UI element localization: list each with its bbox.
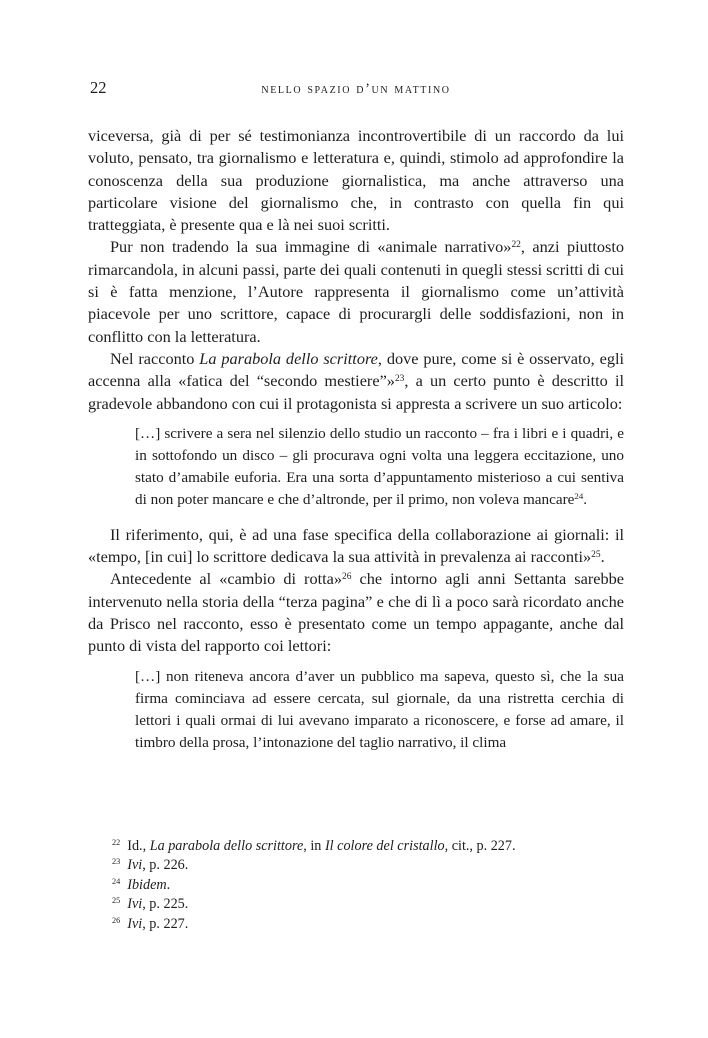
footnote-ref-superscript: 23: [394, 374, 405, 385]
italic-text: Ivi: [127, 857, 143, 873]
footnotes-section: [88, 837, 624, 935]
footnote-number: 24: [112, 876, 121, 886]
text-run: , dove pure, come si è osservato, egli accenna alla «fatica del “secondo mestiere”»: [88, 348, 625, 391]
footnote-ref-superscript: 24: [574, 491, 584, 502]
footnote-ref-superscript: 22: [511, 240, 521, 251]
footnote: [88, 876, 624, 896]
paragraph: [88, 125, 624, 236]
text-run: […] scrivere a sera nel silenzio dello studio un racconto – fra i libri e i quadri, e in sottofondo un disco – gli procurava ogni volta una leggera eccitazione, uno stato d’amabile euforia. Era una sorta d’appuntamento misterioso a cui sentiva di non poter mancare e che d’altronde, per il primo, non voleva mancare: [135, 424, 624, 508]
blockquote: [135, 666, 624, 754]
paragraph: [88, 236, 624, 347]
text-run: .: [583, 490, 588, 508]
italic-text: Ivi: [127, 915, 143, 932]
footnote-number: 22: [112, 837, 121, 847]
page-header: [88, 78, 624, 98]
footnote-number: 26: [112, 915, 121, 925]
text-run: .: [166, 876, 171, 893]
italic-text: La parabola dello scrittore: [149, 837, 304, 854]
italic-text: La parabola dello scrittore: [199, 348, 378, 368]
text-run: , anzi piuttosto rimarcandola, in alcuni passi, parte dei quali contenuti in quegli stessi scritti di cui si è fatta menzione, l’Autore rappresenta il giornalismo come un’attività piacevole per uno scrittore, capace di procurargli delle soddisfazioni, non in conflitto con la letteratura.: [88, 237, 624, 346]
italic-text: Ibidem: [127, 876, 167, 893]
text-run: , p. 226.: [142, 857, 189, 873]
page-number: 22: [90, 78, 107, 97]
footnote-number: 25: [112, 896, 121, 906]
paragraph: [88, 568, 624, 657]
text-run: […] non riteneva ancora d’aver un pubblico ma sapeva, questo sì, che la sua firma cominciava ad essere cercata, sul giornale, da una ristretta cerchia di lettori i quali ormai di lui avevano imparato a riconoscere, e forse ad amare, il timbro della prosa, l’intonazione del taglio narrativo, il clima: [135, 667, 624, 751]
footnote-text: [127, 916, 188, 932]
text-run: Antecedente al «cambio di rotta»: [110, 569, 343, 589]
footnote: [88, 915, 624, 935]
footnote-text: [127, 877, 170, 893]
footnote-text: [127, 857, 188, 873]
italic-text: Ivi: [127, 896, 143, 912]
text-run: , cit., p. 227.: [444, 837, 516, 854]
text-run: , p. 227.: [142, 915, 189, 932]
text-run: , a un certo punto è descritto il gradevole abbandono con cui il protagonista si appresta a scrivere un suo articolo:: [88, 371, 624, 413]
running-title: nello spazio d’un mattino: [261, 81, 451, 97]
text-run: , in: [303, 837, 325, 854]
footnote-ref-superscript: 25: [591, 549, 601, 560]
footnote: [88, 837, 624, 857]
text-run: che intorno agli anni Settanta sarebbe intervenuto nella storia della “terza pagina” e che di lì a poco sarà ricordato anche da Prisco nel racconto, esso è presentato come un tempo appagante, anche dal punto di vista del rapporto coi lettori:: [88, 569, 625, 656]
text-run: , p. 225.: [142, 896, 189, 912]
text-run: Nel racconto: [110, 348, 200, 368]
text-run: Il riferimento, qui, è ad una fase specifica della collaborazione ai giornali: il «tempo, [in cui] lo scrittore dedicava la sua attività in prevalenza ai racconti»: [88, 524, 624, 567]
footnote: [88, 895, 624, 915]
paragraph: [88, 524, 624, 569]
footnote-ref-superscript: 26: [342, 572, 352, 583]
text-run: .: [600, 547, 605, 567]
text-run: Pur non tradendo la sua immagine di «animale narrativo»: [110, 237, 512, 257]
footnote-text: [127, 896, 188, 912]
footnote: [88, 856, 624, 876]
page-body: [88, 125, 624, 767]
text-run: viceversa, già di per sé testimonianza incontrovertibile di un raccordo da lui voluto, pensato, tra giornalismo e letteratura e, quindi, stimolo ad approfondire la conoscenza della sua produzione giornalistica, ma anche attraverso una particolare visione del giornalismo che, in contrasto con quella fin qui tratteggiata, è presente qua e là nei suoi scritti.: [88, 126, 624, 235]
blockquote: [135, 423, 624, 511]
text-run: Id.,: [127, 837, 150, 854]
footnote-number: 23: [112, 857, 121, 867]
footnote-text: [127, 838, 515, 854]
paragraph: [88, 348, 624, 415]
italic-text: Il colore del cristallo: [324, 837, 445, 854]
